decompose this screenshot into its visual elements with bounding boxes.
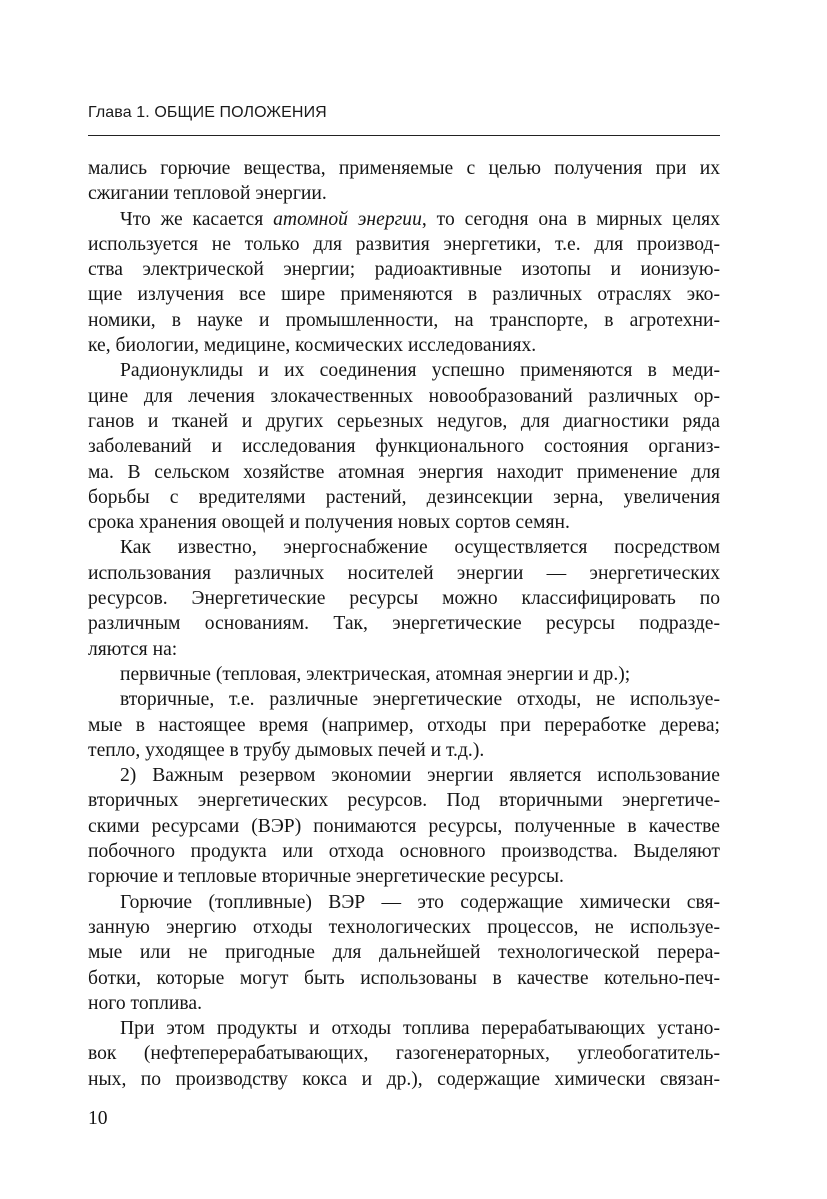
text-line: борьбы с вредителями растений, дезинсекции зерна, увеличения — [88, 486, 720, 508]
paragraph — [88, 687, 720, 763]
paragraph — [88, 156, 720, 207]
text-line: скими ресурсами (ВЭР) понимаются ресурсы, полученные в качестве — [88, 815, 720, 837]
text-line: мые в настоящее время (например, отходы при переработке дерева; — [88, 714, 720, 736]
text-line: вторичных энергетических ресурсов. Под вторичными энергетиче- — [88, 790, 720, 812]
text-line: ресурсов. Энергетические ресурсы можно классифицировать по — [88, 588, 720, 610]
text-line: вок (нефтеперерабатывающих, газогенераторных, углеобогатитель- — [88, 1043, 720, 1065]
text-line: тепло, уходящее в трубу дымовых печей и т.д.). — [88, 739, 485, 761]
running-head: Глава 1. ОБЩИЕ ПОЛОЖЕНИЯ — [88, 104, 327, 121]
paragraph — [88, 763, 720, 889]
body-text — [88, 156, 720, 1092]
text-line: горючие и тепловые вторичные энергетические ресурсы. — [88, 866, 564, 888]
text-line: мались горючие вещества, применяемые с целью получения при их — [88, 158, 720, 179]
text-line: первичные (тепловая, электрическая, атомная энергии и др.); — [120, 663, 631, 685]
paragraph — [88, 535, 720, 661]
text-line: Что же касается атомной энергии, то сегодня она в мирных целях — [120, 208, 720, 230]
text-line: заболеваний и исследования функционального состояния организ- — [88, 436, 720, 458]
text-line: ботки, которые могут быть использованы в качестве котельно-печ- — [88, 967, 720, 989]
paragraph — [88, 662, 720, 687]
text-line: Как известно, энергоснабжение осуществляется посредством — [120, 537, 720, 559]
text-line: ляются на: — [88, 638, 178, 660]
text-line: Радионуклиды и их соединения успешно применяются в меди- — [120, 360, 720, 382]
text-line: срока хранения овощей и получения новых сортов семян. — [88, 512, 570, 534]
text-line: занную энергию отходы технологических процессов, не используе- — [88, 916, 720, 938]
text-line: ке, биологии, медицине, космических исследованиях. — [88, 335, 537, 357]
text-line: используется не только для развития энергетики, т.е. для производ- — [88, 233, 720, 255]
page-number: 10 — [88, 1108, 108, 1129]
paragraph — [88, 1016, 720, 1092]
header-rule — [88, 135, 720, 136]
text-line: ма. В сельском хозяйстве атомная энергия находит применение для — [88, 461, 720, 483]
paragraph — [88, 890, 720, 1016]
text-line: вторичные, т.е. различные энергетические отходы, не используе- — [120, 689, 720, 711]
text-line: ного топлива. — [88, 992, 202, 1014]
text-line: При этом продукты и отходы топлива перерабатывающих устано- — [120, 1018, 720, 1040]
text-line: 2) Важным резервом экономии энергии является использование — [120, 765, 720, 787]
paragraph — [88, 358, 720, 535]
text-line: ных, по производству кокса и др.), содержащие химически связан- — [88, 1068, 720, 1090]
text-line: мые или не пригодные для дальнейшей технологической перера- — [88, 942, 720, 964]
text-line: ства электрической энергии; радиоактивные изотопы и ионизую- — [88, 259, 720, 281]
text-line: различным основаниям. Так, энергетические ресурсы подразде- — [88, 613, 720, 635]
text-line: Горючие (топливные) ВЭР — это содержащие химически свя- — [120, 891, 720, 913]
text-line: побочного продукта или отхода основного производства. Выделяют — [88, 841, 720, 863]
paragraph — [88, 207, 720, 359]
text-line: использования различных носителей энергии — энергетических — [88, 562, 720, 584]
text-line: номики, в науке и промышленности, на транспорте, в агротехни- — [88, 309, 720, 331]
text-line: сжигании тепловой энергии. — [88, 183, 327, 205]
text-line: ганов и тканей и других серьезных недугов, для диагностики ряда — [88, 410, 720, 432]
text-line: щие излучения все шире применяются в различных отраслях эко- — [88, 284, 720, 306]
text-line: цине для лечения злокачественных новообразований различных ор- — [88, 385, 720, 407]
italic-term: атомной энергии — [273, 208, 422, 230]
